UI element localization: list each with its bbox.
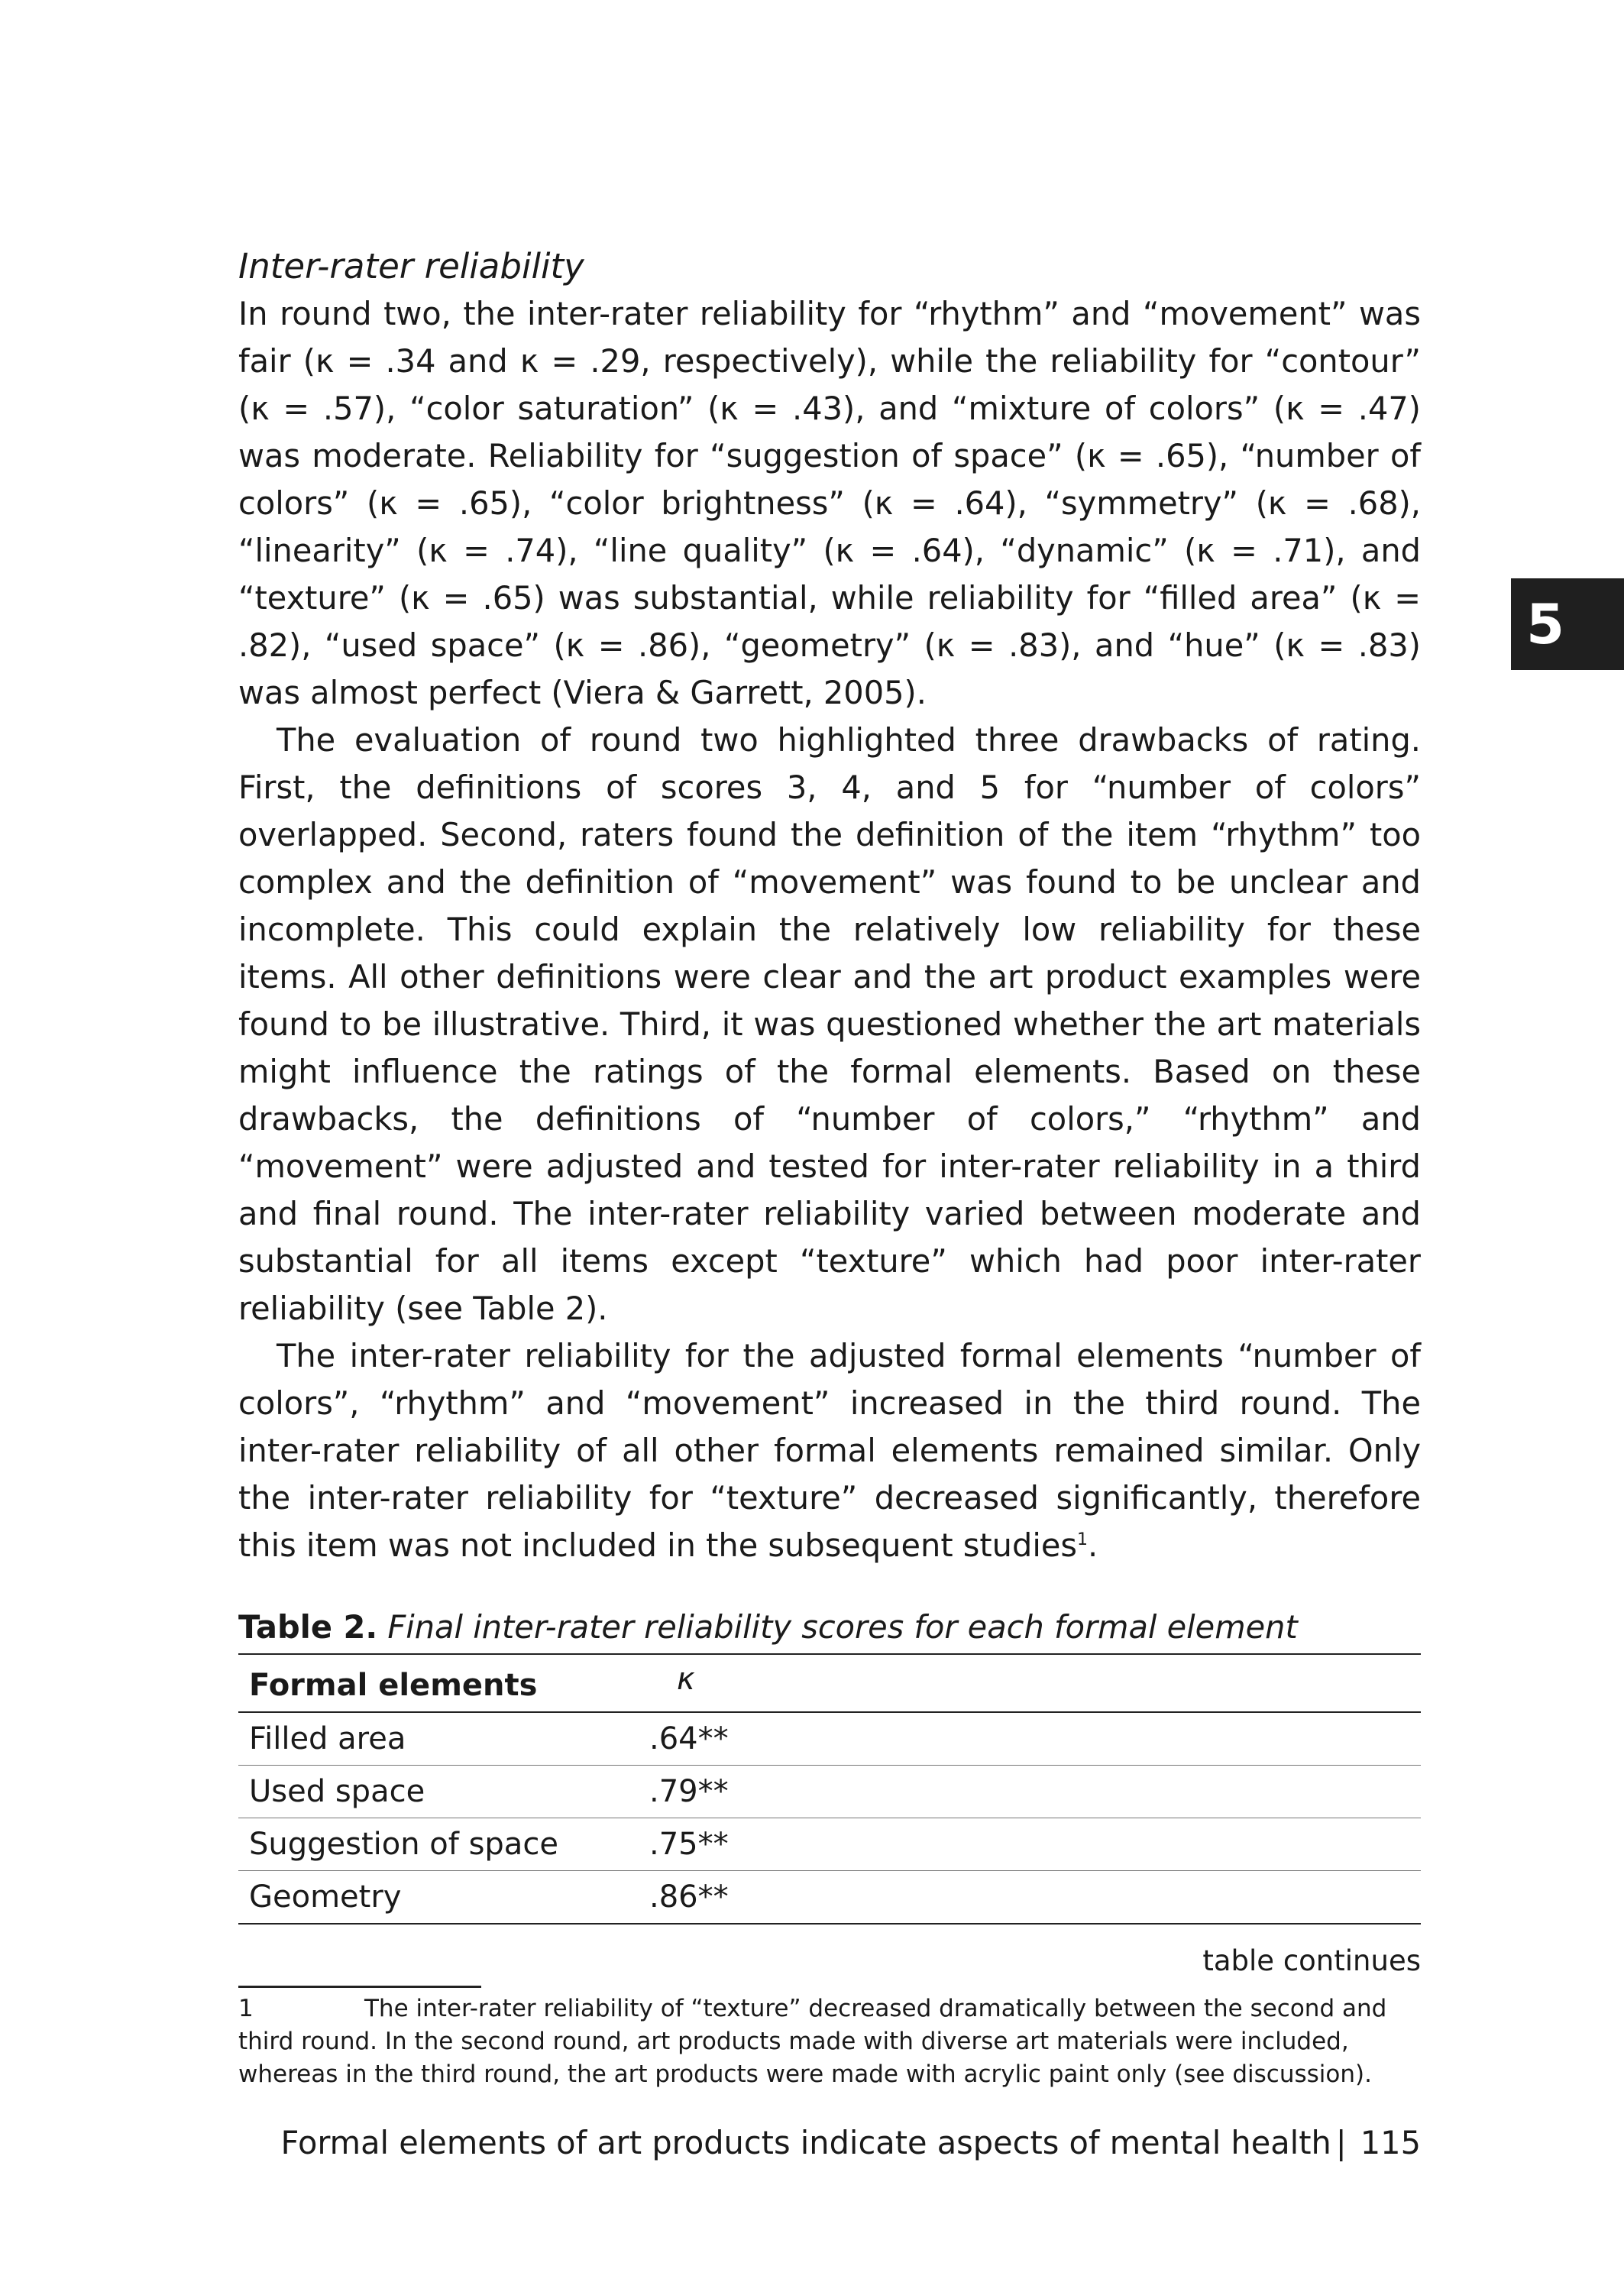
header-kappa [649, 1654, 1421, 1712]
table-2 [238, 1604, 1421, 1980]
formal-element-cell: Used space [238, 1766, 649, 1818]
paragraph-3-end: . [1088, 1526, 1098, 1564]
kappa-cell: .86** [649, 1871, 1421, 1925]
page-number: 115 [1360, 2124, 1421, 2161]
table-row [238, 1766, 1421, 1818]
page-content [238, 243, 1421, 2091]
kappa-cell: .64** [649, 1712, 1421, 1766]
formal-element-cell: Suggestion of space [238, 1818, 649, 1871]
table-row [238, 1712, 1421, 1766]
kappa-symbol: κ [677, 1662, 695, 1697]
table-caption-title: Final inter-rater reliability scores for each formal element [387, 1608, 1298, 1646]
footnote-number: 1 [238, 1995, 254, 2022]
chapter-tab: 5 [1511, 578, 1624, 670]
footnote-divider [238, 1986, 481, 1988]
paragraph-2: The evaluation of round two highlighted three drawbacks of rating. First, the definitions of scores 3, 4, and 5 for “number of colors” overlapped. Second, raters found the definition of the item “rhythm” too complex and the definition of “movement” was found to be unclear and incomplete. This could explain the relatively low reliability for these items. All other definitions were clear and the art product examples were found to be illustrative. Third, it was questioned whether the art materials might influence the ratings of the formal elements. Based on these drawbacks, the definitions of “number of colors,” “rhythm” and “movement” were adjusted and tested for inter-rater reliability in a third and final round. The inter-rater reliability varied between moderate and substantial for all items except “texture” which had poor inter-rater reliability (see Table 2). [238, 721, 1421, 1327]
paragraph-3-text: The inter-rater reliability for the adjusted formal elements “number of colors”, “rhythm” and “movement” increased in the third round. The inter-rater reliability of all other formal elements remained similar. Only the inter-rater reliability for “texture” decreased significantly, therefore this item was not included in the subsequent studies [238, 1337, 1421, 1564]
kappa-cell: .75** [649, 1818, 1421, 1871]
kappa-table [238, 1653, 1421, 1925]
table-continues-note: table continues [1202, 1944, 1421, 1977]
formal-element-cell: Filled area [238, 1712, 649, 1766]
table-row [238, 1818, 1421, 1871]
footnote-marker: 1 [1077, 1530, 1089, 1550]
footer-separator: | [1335, 2124, 1347, 2161]
footnote [238, 1993, 1421, 2091]
running-title: Formal elements of art products indicate aspects of mental health [280, 2124, 1331, 2161]
table-row [238, 1871, 1421, 1925]
paragraph-1: In round two, the inter-rater reliability for “rhythm” and “movement” was fair (κ = .34 and κ = .29, respectively), while the reliability for “contour” (κ = .57), “color saturation” (κ = .43), and “mixture of colors” (κ = .47) was moderate. Reliability for “suggestion of space” (κ = .65), “number of colors” (κ = .65), “color brightness” (κ = .64), “symmetry” (κ = .68), “linearity” (κ = .74), “line quality” (κ = .64), “dynamic” (κ = .71), and “texture” (κ = .65) was substantial, while reliability for “filled area” (κ = .82), “used space” (κ = .86), “geometry” (κ = .83), and “hue” (κ = .83) was almost perfect (Viera & Garrett, 2005). [238, 295, 1421, 711]
kappa-cell: .79** [649, 1766, 1421, 1818]
table-header-row [238, 1654, 1421, 1712]
table-caption [238, 1604, 1421, 1650]
paragraph-3 [238, 1332, 1421, 1569]
table-caption-label: Table 2. [238, 1608, 378, 1646]
formal-element-cell: Geometry [238, 1871, 649, 1925]
footnote-text: The inter-rater reliability of “texture” decreased dramatically between the second and third round. In the second round, art products made with diverse art materials were included, whereas in the third round, the art products were made with acrylic paint only (see discussion). [238, 1995, 1387, 2088]
section-heading: Inter-rater reliability [238, 246, 584, 286]
running-footer [281, 2120, 1421, 2166]
header-formal-elements: Formal elements [238, 1654, 649, 1712]
